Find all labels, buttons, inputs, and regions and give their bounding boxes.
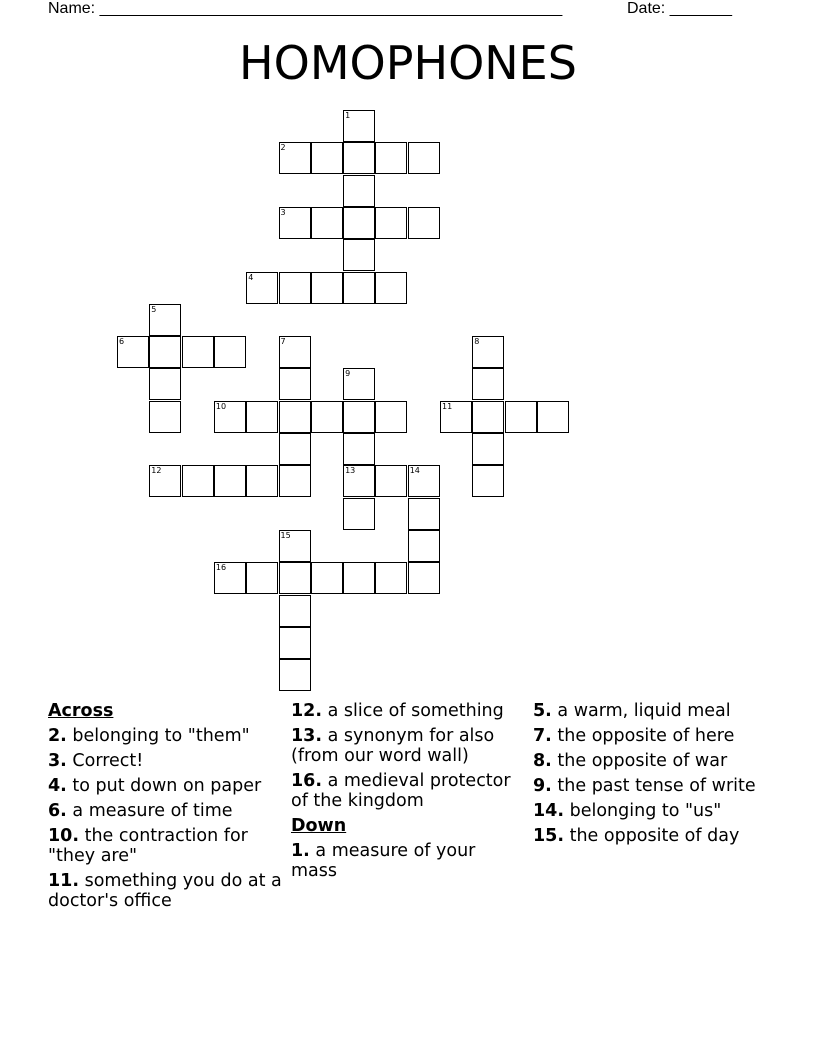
crossword-cell[interactable]: [246, 272, 278, 304]
crossword-cell[interactable]: [343, 401, 375, 433]
crossword-cell[interactable]: [279, 659, 311, 691]
crossword-cell[interactable]: [505, 401, 537, 433]
crossword-cell[interactable]: [375, 401, 407, 433]
crossword-cell[interactable]: [375, 142, 407, 174]
crossword-cell[interactable]: [472, 401, 504, 433]
page-title: HOMOPHONES: [239, 36, 577, 90]
crossword-cell[interactable]: [311, 272, 343, 304]
crossword-cell[interactable]: [311, 401, 343, 433]
crossword-cell[interactable]: [375, 562, 407, 594]
crossword-cell[interactable]: [182, 336, 214, 368]
crossword-cell[interactable]: [343, 498, 375, 530]
crossword-cell[interactable]: [311, 562, 343, 594]
clue-down-15: 15. the opposite of day: [533, 826, 740, 846]
clue-number: 3: [280, 207, 286, 217]
clue-across-13: 13. a synonym for also (from our word wall): [291, 726, 495, 766]
crossword-cell[interactable]: [343, 433, 375, 465]
crossword-cell[interactable]: [311, 207, 343, 239]
crossword-cell[interactable]: [343, 465, 375, 497]
crossword-cell[interactable]: [246, 562, 278, 594]
clue-number: 7: [280, 337, 286, 347]
crossword-cell[interactable]: [149, 368, 181, 400]
crossword-cell[interactable]: [311, 142, 343, 174]
crossword-cell[interactable]: [279, 433, 311, 465]
crossword-cell[interactable]: [537, 401, 569, 433]
clue-across-16: 16. a medieval protector of the kingdom: [291, 771, 511, 811]
crossword-cell[interactable]: [279, 272, 311, 304]
clue-number: 6: [119, 337, 125, 347]
clue-number: 16: [215, 563, 227, 573]
crossword-cell[interactable]: [279, 627, 311, 659]
clue-number: 14: [409, 466, 420, 476]
crossword-cell[interactable]: [375, 207, 407, 239]
clue-down-1: 1. a measure of your mass: [291, 841, 476, 881]
crossword-cell[interactable]: [149, 401, 181, 433]
crossword-cell[interactable]: [472, 368, 504, 400]
crossword-cell[interactable]: [149, 304, 181, 336]
crossword-cell[interactable]: [343, 368, 375, 400]
crossword-cell[interactable]: [343, 175, 375, 207]
clue-number: 10: [215, 401, 227, 411]
crossword-cell[interactable]: [214, 465, 246, 497]
crossword-cell[interactable]: [246, 465, 278, 497]
crossword-cell[interactable]: [343, 239, 375, 271]
crossword-cell[interactable]: [343, 207, 375, 239]
crossword-cell[interactable]: [408, 142, 440, 174]
crossword-cell[interactable]: [472, 336, 504, 368]
crossword-cell[interactable]: [279, 530, 311, 562]
clue-number: 12: [151, 466, 162, 476]
crossword-cell[interactable]: [408, 562, 440, 594]
crossword-cell[interactable]: [117, 336, 149, 368]
crossword-cell[interactable]: [279, 207, 311, 239]
clue-number: 8: [474, 337, 480, 347]
clue-down-7: 7. the opposite of here: [533, 726, 735, 746]
crossword-cell[interactable]: [279, 465, 311, 497]
crossword-cell[interactable]: [149, 336, 181, 368]
crossword-cell[interactable]: [279, 336, 311, 368]
crossword-cell[interactable]: [279, 368, 311, 400]
clue-across-12: 12. a slice of something: [291, 701, 504, 721]
clue-across-3: 3. Correct!: [48, 751, 144, 771]
crossword-cell[interactable]: [375, 272, 407, 304]
crossword-cell[interactable]: [214, 401, 246, 433]
date-field-label: Date: _______: [627, 0, 732, 17]
clues-column-1: [48, 701, 283, 916]
across-heading: Across: [48, 701, 114, 721]
crossword-cell[interactable]: [408, 207, 440, 239]
crossword-cell[interactable]: [440, 401, 472, 433]
crossword-cell[interactable]: [214, 336, 246, 368]
crossword-cell[interactable]: [343, 272, 375, 304]
crossword-cell[interactable]: [214, 562, 246, 594]
crossword-cell[interactable]: [408, 465, 440, 497]
clue-number: 1: [345, 111, 351, 120]
clue-across-11: 11. something you do at a doctor's office: [48, 871, 282, 911]
clues-column-2: [291, 701, 526, 886]
crossword-cell[interactable]: [279, 562, 311, 594]
clue-number: 2: [280, 143, 286, 153]
crossword-cell[interactable]: [279, 595, 311, 627]
clue-number: 15: [280, 530, 291, 540]
clue-number: 13: [345, 466, 356, 476]
crossword-cell[interactable]: [408, 530, 440, 562]
crossword-cell[interactable]: [343, 142, 375, 174]
clue-across-10: 10. the contraction for "they are": [48, 826, 248, 866]
down-heading: Down: [291, 816, 347, 836]
crossword-cell[interactable]: [279, 142, 311, 174]
clue-across-4: 4. to put down on paper: [48, 776, 262, 796]
clue-down-9: 9. the past tense of write: [533, 776, 756, 796]
crossword-cell[interactable]: [343, 562, 375, 594]
crossword-cell[interactable]: [182, 465, 214, 497]
clue-down-8: 8. the opposite of war: [533, 751, 728, 771]
crossword-cell[interactable]: [472, 465, 504, 497]
clues-column-3: [533, 701, 768, 851]
clue-number: 9: [345, 369, 351, 379]
crossword-cell[interactable]: [408, 498, 440, 530]
crossword-cell[interactable]: [149, 465, 181, 497]
crossword-cell[interactable]: [246, 401, 278, 433]
crossword-cell[interactable]: [343, 110, 375, 142]
clue-down-14: 14. belonging to "us": [533, 801, 722, 821]
clue-number: 11: [442, 401, 453, 411]
name-field-label: Name: ____________________________________________________: [48, 0, 563, 17]
clue-number: 5: [151, 304, 157, 314]
crossword-cell[interactable]: [375, 465, 407, 497]
crossword-cell[interactable]: [472, 433, 504, 465]
clue-across-2: 2. belonging to "them": [48, 726, 250, 746]
clue-across-6: 6. a measure of time: [48, 801, 233, 821]
clue-number: 4: [248, 272, 254, 282]
clue-down-5: 5. a warm, liquid meal: [533, 701, 731, 721]
crossword-cell[interactable]: [279, 401, 311, 433]
